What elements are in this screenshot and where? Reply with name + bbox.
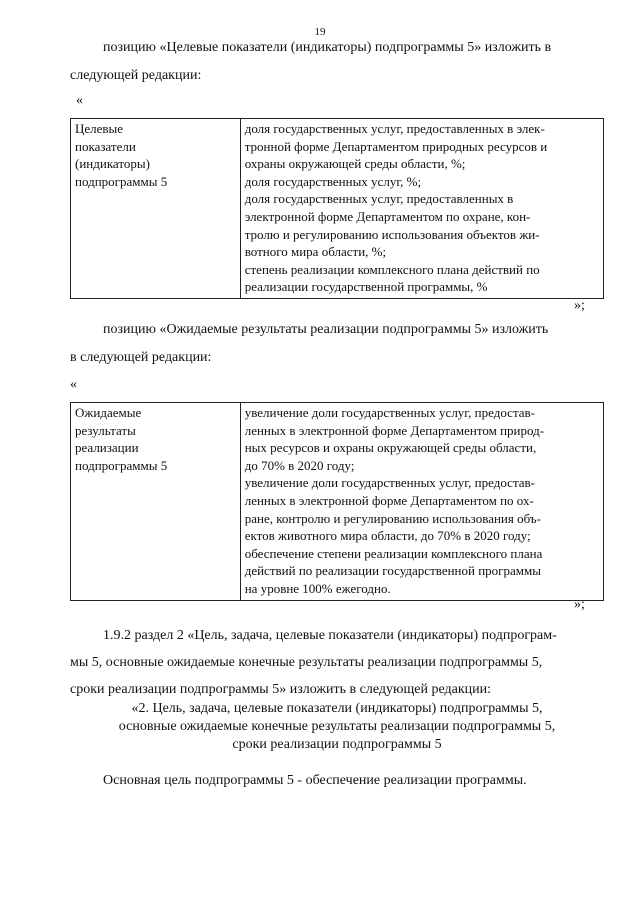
content-line: тролю и регулированию использования объектов жи-	[244, 226, 540, 242]
section-heading	[70, 700, 604, 754]
label-line: реализации	[75, 440, 139, 456]
section-heading-line-1: «2. Цель, задача, целевые показатели (индикаторы) подпрограммы 5,	[131, 701, 543, 716]
content-line: доля государственных услуг, предоставленных в элек-	[244, 121, 545, 136]
content-line: увеличение доли государственных услуг, предостав-	[244, 405, 536, 420]
paragraph-3-line-3: сроки реализации подпрограммы 5» изложить в следующей редакции:	[70, 682, 491, 697]
content-line: на уровне 100% ежегодно.	[244, 580, 391, 596]
label-line: подпрограммы 5	[75, 457, 168, 473]
quote-open-2: «	[70, 377, 77, 392]
results-table-label-cell	[71, 403, 241, 601]
paragraph-2-line-1: позицию «Ожидаемые результаты реализации подпрограммы 5» изложить	[103, 322, 549, 337]
targets-table-content-cell	[240, 119, 603, 299]
label-line: Целевые	[75, 121, 124, 136]
section-heading-line-3: сроки реализации подпрограммы 5	[232, 737, 442, 752]
content-line: реализации государственной программы, %	[244, 279, 488, 295]
quote-close-2: »;	[574, 597, 585, 612]
label-line: подпрограммы 5	[75, 173, 168, 189]
targets-table-label-cell	[71, 119, 241, 299]
label-line: Ожидаемые	[75, 405, 142, 420]
section-heading-line-2: основные ожидаемые конечные результаты реализации подпрограммы 5,	[118, 719, 556, 734]
paragraph-3-line-1: 1.9.2 раздел 2 «Цель, задача, целевые показатели (индикаторы) подпрограм-	[103, 628, 557, 643]
content-line: электронной форме Департаментом по охране, кон-	[244, 208, 531, 224]
content-line: ране, контролю и регулированию использования объ-	[244, 510, 541, 526]
content-line: ектов животного мира области, до 70% в 2020 году;	[244, 528, 531, 544]
content-line: действий по реализации государственной программы	[244, 563, 541, 579]
label-line: показатели	[75, 138, 136, 154]
content-line: ных ресурсов и охраны окружающей среды области,	[244, 440, 537, 456]
content-line: доля государственных услуг, %;	[244, 173, 422, 189]
quote-open-1: «	[76, 93, 83, 108]
content-line: тронной форме Департаментом природных ресурсов и	[244, 138, 548, 154]
table-row	[71, 403, 604, 601]
content-line: степень реализации комплексного плана действий по	[244, 261, 540, 277]
content-line: до 70% в 2020 году;	[244, 457, 355, 473]
content-line: увеличение доли государственных услуг, предостав-	[244, 475, 536, 491]
targets-table	[70, 118, 604, 299]
page-number: 19	[314, 26, 326, 38]
final-paragraph: Основная цель подпрограммы 5 - обеспечение реализации программы.	[103, 773, 527, 788]
label-line: (индикаторы)	[75, 156, 150, 172]
table-row	[71, 119, 604, 299]
content-line: вотного мира области, %;	[244, 244, 387, 260]
quote-close-1: »;	[574, 298, 585, 313]
paragraph-1-line-1: позицию «Целевые показатели (индикаторы) подпрограммы 5» изложить в	[103, 40, 552, 55]
label-line: результаты	[75, 422, 136, 438]
paragraph-2-line-2: в следующей редакции:	[70, 350, 212, 365]
results-table-content-cell	[240, 403, 603, 601]
content-line: ленных в электронной форме Департаментом природ-	[244, 422, 545, 438]
paragraph-3	[70, 622, 604, 703]
paragraph-1-line-2: следующей редакции:	[70, 68, 202, 83]
content-line: доля государственных услуг, предоставленных в	[244, 191, 514, 207]
paragraph-3-line-2: мы 5, основные ожидаемые конечные результаты реализации подпрограммы 5,	[70, 655, 543, 670]
content-line: охраны окружающей среды области, %;	[244, 156, 466, 172]
content-line: ленных в электронной форме Департаментом по ох-	[244, 492, 534, 508]
content-line: обеспечение степени реализации комплексного плана	[244, 545, 543, 561]
results-table	[70, 402, 604, 601]
